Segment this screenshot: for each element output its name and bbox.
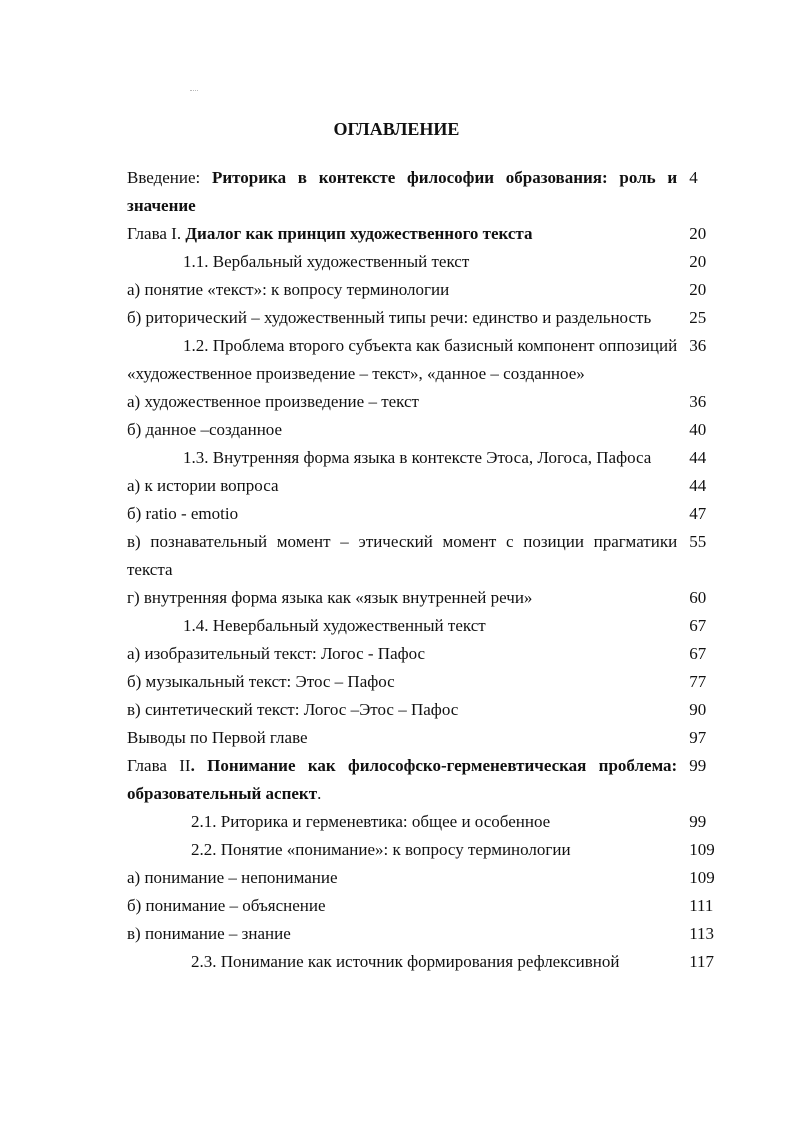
toc-entry-title: . Понимание как философско-герменевтическая проблема: образовательный аспект (127, 756, 678, 803)
toc-entry (127, 640, 717, 668)
toc-entry-text: 1.3. Внутренняя форма языка в контексте Этоса, Логоса, Пафоса (183, 448, 652, 467)
toc-entry-text: б) ratio - emotio (127, 504, 239, 523)
toc-entry-text: в) познавательный момент – этический момент с позиции прагматики текста (127, 532, 678, 579)
scan-mark (190, 90, 198, 95)
toc-entry-text: 2.3. Понимание как источник формирования рефлексивной (191, 952, 620, 971)
toc-entry (127, 584, 717, 612)
toc-entry-introduction (127, 164, 717, 220)
toc-entry-prefix: Введение: (127, 168, 212, 187)
toc-entry-prefix: Глава I. (127, 224, 186, 243)
toc-entry-text: 2.2. Понятие «понимание»: к вопросу терминологии (191, 840, 571, 859)
toc-entry (127, 724, 717, 752)
toc-page-number: 44 (689, 448, 707, 467)
toc-entry-text: 2.1. Риторика и герменевтика: общее и особенное (191, 812, 551, 831)
toc-entry-text: а) к истории вопроса (127, 476, 279, 495)
toc-entry-text: а) изобразительный текст: Логос - Пафос (127, 644, 426, 663)
toc-entry-text: 1.4. Невербальный художественный текст (183, 616, 486, 635)
toc-entry (127, 892, 717, 920)
toc-entry-text (127, 220, 677, 248)
toc-entry-text: б) понимание – объяснение (127, 896, 326, 915)
toc-entry-chapter-1 (127, 220, 717, 248)
toc-entry (127, 948, 717, 976)
toc-page-number: 25 (689, 308, 707, 327)
toc-page-number: 20 (689, 224, 707, 243)
toc-page-number: 55 (689, 532, 707, 551)
toc-page-number: 20 (689, 252, 707, 271)
toc-entry-chapter-2 (127, 752, 717, 808)
toc-page-number: 4 (689, 168, 698, 187)
toc-entry (127, 304, 717, 332)
toc-entry (127, 248, 717, 276)
toc-entry-text: 1.1. Вербальный художественный текст (183, 252, 470, 271)
toc-entry-text: г) внутренняя форма языка как «язык внутренней речи» (127, 588, 533, 607)
toc-entry-text: в) синтетический текст: Логос –Этос – Пафос (127, 700, 459, 719)
toc-entry-text: в) понимание – знание (127, 924, 291, 943)
toc-page-number: 47 (689, 504, 707, 523)
toc-entry (127, 808, 717, 836)
toc-entry (127, 416, 717, 444)
toc-entry-text: а) понятие «текст»: к вопросу терминологии (127, 280, 450, 299)
toc-page-number: 113 (689, 924, 715, 943)
toc-entry (127, 612, 717, 640)
toc-entry (127, 388, 717, 416)
toc-entry (127, 276, 717, 304)
toc-entry (127, 696, 717, 724)
toc-entry (127, 836, 717, 864)
toc-entry (127, 444, 717, 472)
toc-page-number: 67 (689, 616, 707, 635)
toc-page-number: 36 (689, 336, 707, 355)
table-of-contents (127, 164, 717, 976)
toc-page-number: 117 (689, 952, 715, 971)
toc-entry (127, 472, 717, 500)
toc-entry-text: 1.2. Проблема второго субъекта как базисный компонент оппозиций «художественное произведение – текст», «данное – созданное» (127, 336, 678, 383)
toc-entry-text: а) понимание – непонимание (127, 868, 338, 887)
toc-entry (127, 500, 717, 528)
toc-entry-suffix: . (317, 784, 322, 803)
toc-entry-title: Риторика в контексте философии образования: роль и значение (127, 168, 678, 215)
toc-entry (127, 864, 717, 892)
toc-entry-prefix: Глава II (127, 756, 191, 775)
toc-entry (127, 920, 717, 948)
page-title: ОГЛАВЛЕНИЕ (333, 119, 460, 139)
toc-page-number: 109 (689, 868, 715, 887)
toc-page-number: 99 (689, 812, 707, 831)
toc-page-number: 36 (689, 392, 707, 411)
toc-entry-title: Диалог как принцип художественного текста (185, 224, 533, 243)
toc-page-number: 109 (689, 840, 715, 859)
toc-entry (127, 332, 717, 388)
toc-entry-text: б) данное –созданное (127, 420, 283, 439)
toc-entry-text: б) музыкальный текст: Этос – Пафос (127, 672, 395, 691)
toc-entry (127, 528, 717, 584)
toc-page-number: 111 (689, 896, 714, 915)
toc-page-number: 60 (689, 588, 707, 607)
toc-entry (127, 668, 717, 696)
toc-entry-text: Выводы по Первой главе (127, 728, 308, 747)
toc-page-number: 90 (689, 700, 707, 719)
toc-entry-text: а) художественное произведение – текст (127, 392, 419, 411)
toc-page-number: 44 (689, 476, 707, 495)
toc-page-number: 77 (689, 672, 707, 691)
toc-page-number: 99 (689, 756, 707, 775)
toc-page-number: 67 (689, 644, 707, 663)
toc-page-number: 20 (689, 280, 707, 299)
toc-entry-text (127, 164, 677, 220)
toc-page-number: 40 (689, 420, 707, 439)
toc-page-number: 97 (689, 728, 707, 747)
toc-entry-text (127, 752, 677, 808)
toc-entry-text: б) риторический – художественный типы речи: единство и раздельность (127, 308, 652, 327)
